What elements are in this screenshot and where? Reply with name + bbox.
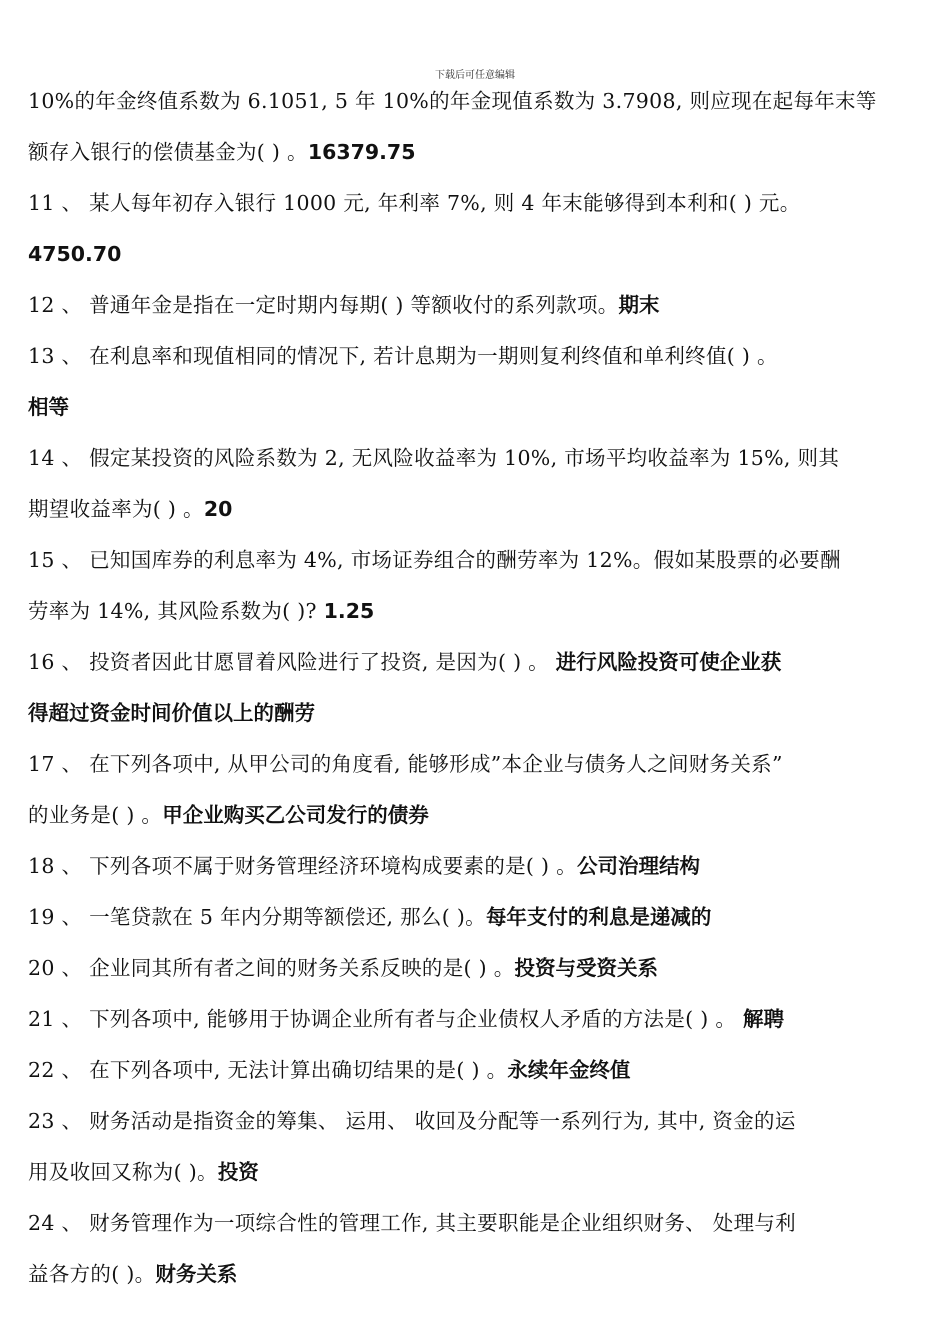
text-line bbox=[28, 790, 920, 841]
line-answer: 公司治理结构 bbox=[576, 854, 700, 878]
text-line bbox=[28, 127, 920, 178]
line-text: 24 、 财务管理作为一项综合性的管理工作, 其主要职能是企业组织财务、 处理与利 bbox=[28, 1211, 796, 1235]
text-line bbox=[28, 1249, 920, 1300]
text-line bbox=[28, 586, 920, 637]
text-line bbox=[28, 229, 920, 280]
line-text: 22 、 在下列各项中, 无法计算出确切结果的是( ) 。 bbox=[28, 1058, 508, 1082]
line-answer: 甲企业购买乙公司发行的债券 bbox=[162, 803, 429, 827]
line-text: 19 、 一笔贷款在 5 年内分期等额偿还, 那么( )。 bbox=[28, 905, 486, 929]
text-line bbox=[28, 1045, 920, 1096]
line-answer: 得超过资金时间价值以上的酬劳 bbox=[28, 701, 315, 725]
line-answer: 投资与受资关系 bbox=[514, 956, 659, 980]
line-text: 12 、 普通年金是指在一定时期内每期( ) 等额收付的系列款项。 bbox=[28, 293, 619, 317]
line-text: 期望收益率为( ) 。 bbox=[28, 497, 204, 521]
line-text: 13 、 在利息率和现值相同的情况下, 若计息期为一期则复利终值和单利终值( ) 。 bbox=[28, 344, 778, 368]
line-answer: 4750.70 bbox=[28, 242, 122, 266]
line-text: 20 、 企业同其所有者之间的财务关系反映的是( ) 。 bbox=[28, 956, 515, 980]
text-line bbox=[28, 535, 920, 586]
text-line bbox=[28, 688, 920, 739]
text-line bbox=[28, 1198, 920, 1249]
text-line bbox=[28, 841, 920, 892]
text-line bbox=[28, 892, 920, 943]
line-answer: 永续年金终值 bbox=[507, 1058, 631, 1082]
line-answer: 进行风险投资可使企业获 bbox=[555, 650, 782, 674]
line-text: 16 、 投资者因此甘愿冒着风险进行了投资, 是因为( ) 。 bbox=[28, 650, 556, 674]
text-line bbox=[28, 739, 920, 790]
text-line bbox=[28, 994, 920, 1045]
text-line bbox=[28, 1147, 920, 1198]
header-note: 下载后可任意编辑 bbox=[435, 70, 515, 81]
line-answer: 20 bbox=[203, 497, 233, 521]
line-text: 17 、 在下列各项中, 从甲公司的角度看, 能够形成”本企业与债务人之间财务关系” bbox=[28, 752, 783, 776]
line-answer: 解聘 bbox=[743, 1007, 784, 1031]
line-text: 劳率为 14%, 其风险系数为( )? bbox=[28, 599, 324, 623]
text-line bbox=[28, 433, 920, 484]
text-line bbox=[28, 637, 920, 688]
line-text: 23 、 财务活动是指资金的筹集、 运用、 收回及分配等一系列行为, 其中, 资金的运 bbox=[28, 1109, 796, 1133]
line-text: 15 、 已知国库券的利息率为 4%, 市场证券组合的酬劳率为 12%。假如某股票的必要酬 bbox=[28, 548, 841, 572]
line-text: 的业务是( ) 。 bbox=[28, 803, 163, 827]
line-text: 11 、 某人每年初存入银行 1000 元, 年利率 7%, 则 4 年末能够得到本利和( ) 元。 bbox=[28, 191, 801, 215]
line-text: 14 、 假定某投资的风险系数为 2, 无风险收益率为 10%, 市场平均收益率为 15%, 则其 bbox=[28, 446, 840, 470]
line-text: 10%的年金终值系数为 6.1051, 5 年 10%的年金现值系数为 3.7908, 则应现在起每年末等 bbox=[28, 89, 877, 113]
line-answer: 财务关系 bbox=[155, 1262, 238, 1286]
line-answer: 投资 bbox=[217, 1160, 259, 1184]
text-line bbox=[28, 1096, 920, 1147]
line-answer: 期末 bbox=[618, 293, 660, 317]
line-answer: 每年支付的利息是递减的 bbox=[485, 905, 712, 929]
text-line bbox=[28, 76, 920, 127]
line-text: 21 、 下列各项中, 能够用于协调企业所有者与企业债权人矛盾的方法是( ) 。 bbox=[28, 1007, 743, 1031]
text-line bbox=[28, 280, 920, 331]
line-text: 益各方的( )。 bbox=[28, 1262, 156, 1286]
text-line bbox=[28, 178, 920, 229]
line-text: 用及收回又称为( )。 bbox=[28, 1160, 218, 1184]
line-answer: 1.25 bbox=[323, 599, 375, 623]
line-answer: 16379.75 bbox=[307, 140, 416, 164]
text-line bbox=[28, 331, 920, 382]
question-list bbox=[28, 76, 920, 1300]
line-text: 额存入银行的偿债基金为( ) 。 bbox=[28, 140, 308, 164]
text-line bbox=[28, 943, 920, 994]
line-answer: 相等 bbox=[28, 395, 69, 419]
text-line bbox=[28, 484, 920, 535]
line-text: 18 、 下列各项不属于财务管理经济环境构成要素的是( ) 。 bbox=[28, 854, 577, 878]
text-line bbox=[28, 382, 920, 433]
